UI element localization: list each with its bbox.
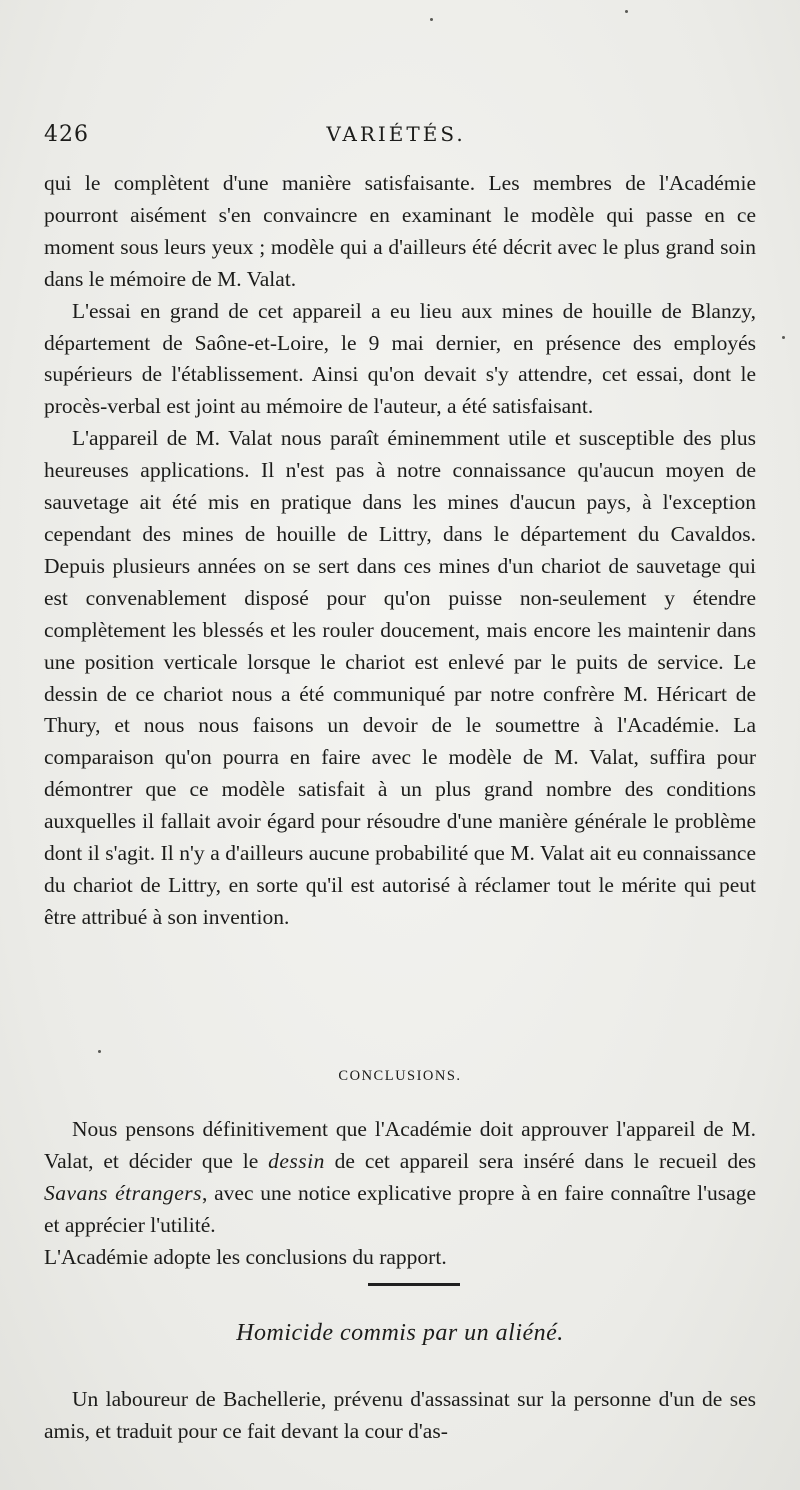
page-number: 426 [44, 122, 89, 147]
running-head: VARIÉTÉS. [326, 122, 466, 146]
paper-speck [625, 10, 628, 13]
report-text [44, 168, 756, 934]
paragraph-littry-chariot: L'appareil de M. Valat nous paraît éminemment utile et susceptible des plus heureuses applications. Il n'est pas à notre connaissance qu'aucun moyen de sauvetage ait été mis en pratique dans les mines d'aucun pays, à l'exception cependant des mines de houille de Littry, dans le département du Cavaldos. Depuis plusieurs années on se sert dans ces mines d'un chariot de sauvetage qui est convenablement disposé pour qu'on puisse non-seulement y étendre complètement les blessés et les rouler doucement, mais encore les maintenir dans une position verticale lorsque le chariot est enlevé par le puits de service. Le dessin de ce chariot nous a été communiqué par notre confrère M. Héricart de Thury, et nous nous faisons un devoir de le soumettre à l'Académie. La comparaison qu'on pourra en faire avec le modèle de M. Valat, suffira pour démontrer que ce modèle satisfait à un plus grand nombre des conditions auxquelles il fallait avoir égard pour résoudre d'une manière générale le problème dont il s'agit. Il n'y a d'ailleurs aucune probabilité que M. Valat ait eu connaissance du chariot de Littry, en sorte qu'il est autorisé à réclamer tout le mérite qui peut être attribué à son invention. [44, 426, 756, 929]
section-opening-paragraph: Un laboureur de Bachellerie, prévenu d'assassinat sur la personne d'un de ses amis, et traduit pour ce fait devant la cour d'as- [44, 1387, 756, 1443]
conclusions-text-part-1: Nous pensons définitivement que l'Académie doit approuver l'appareil de M. Valat, et décider que le [44, 1117, 756, 1173]
conclusions-text-part-2: de cet appareil sera inséré dans le recueil des [324, 1148, 757, 1173]
section-text [44, 1384, 756, 1448]
conclusions-paragraph [44, 1114, 756, 1242]
section-title: Homicide commis par un aliéné. [236, 1320, 564, 1346]
conclusions-text [44, 1114, 756, 1274]
page-header [44, 122, 748, 152]
paper-speck [98, 1050, 101, 1053]
savans-etrangers-italic: Savans étrangers [44, 1180, 203, 1205]
paper-speck [782, 336, 785, 339]
conclusions-text-part-3: , avec une notice explicative propre à en faire connaître l'usage et apprécier l'utilité. [44, 1180, 756, 1237]
paragraph-continuation: qui le complètent d'une manière satisfaisante. Les membres de l'Académie pourront aisément s'en convaincre en examinant le modèle qui passe en ce moment sous leurs yeux ; modèle qui a d'ailleurs été décrit avec le plus grand soin dans le mémoire de M. Valat. [44, 171, 756, 291]
adoption-sentence: L'Académie adopte les conclusions du rapport. [44, 1244, 447, 1269]
section-divider [368, 1283, 460, 1286]
conclusions-heading: CONCLUSIONS. [338, 1068, 462, 1084]
paragraph-blanzy-trial: L'essai en grand de cet appareil a eu lieu aux mines de houille de Blanzy, département de Saône-et-Loire, le 9 mai dernier, en présence des employés supérieurs de l'établissement. Ainsi qu'on devait s'y attendre, cet essai, dont le procès-verbal est joint au mémoire de l'auteur, a été satisfaisant. [44, 298, 756, 419]
dessin-italic: dessin [268, 1148, 325, 1173]
paper-speck [430, 18, 433, 21]
